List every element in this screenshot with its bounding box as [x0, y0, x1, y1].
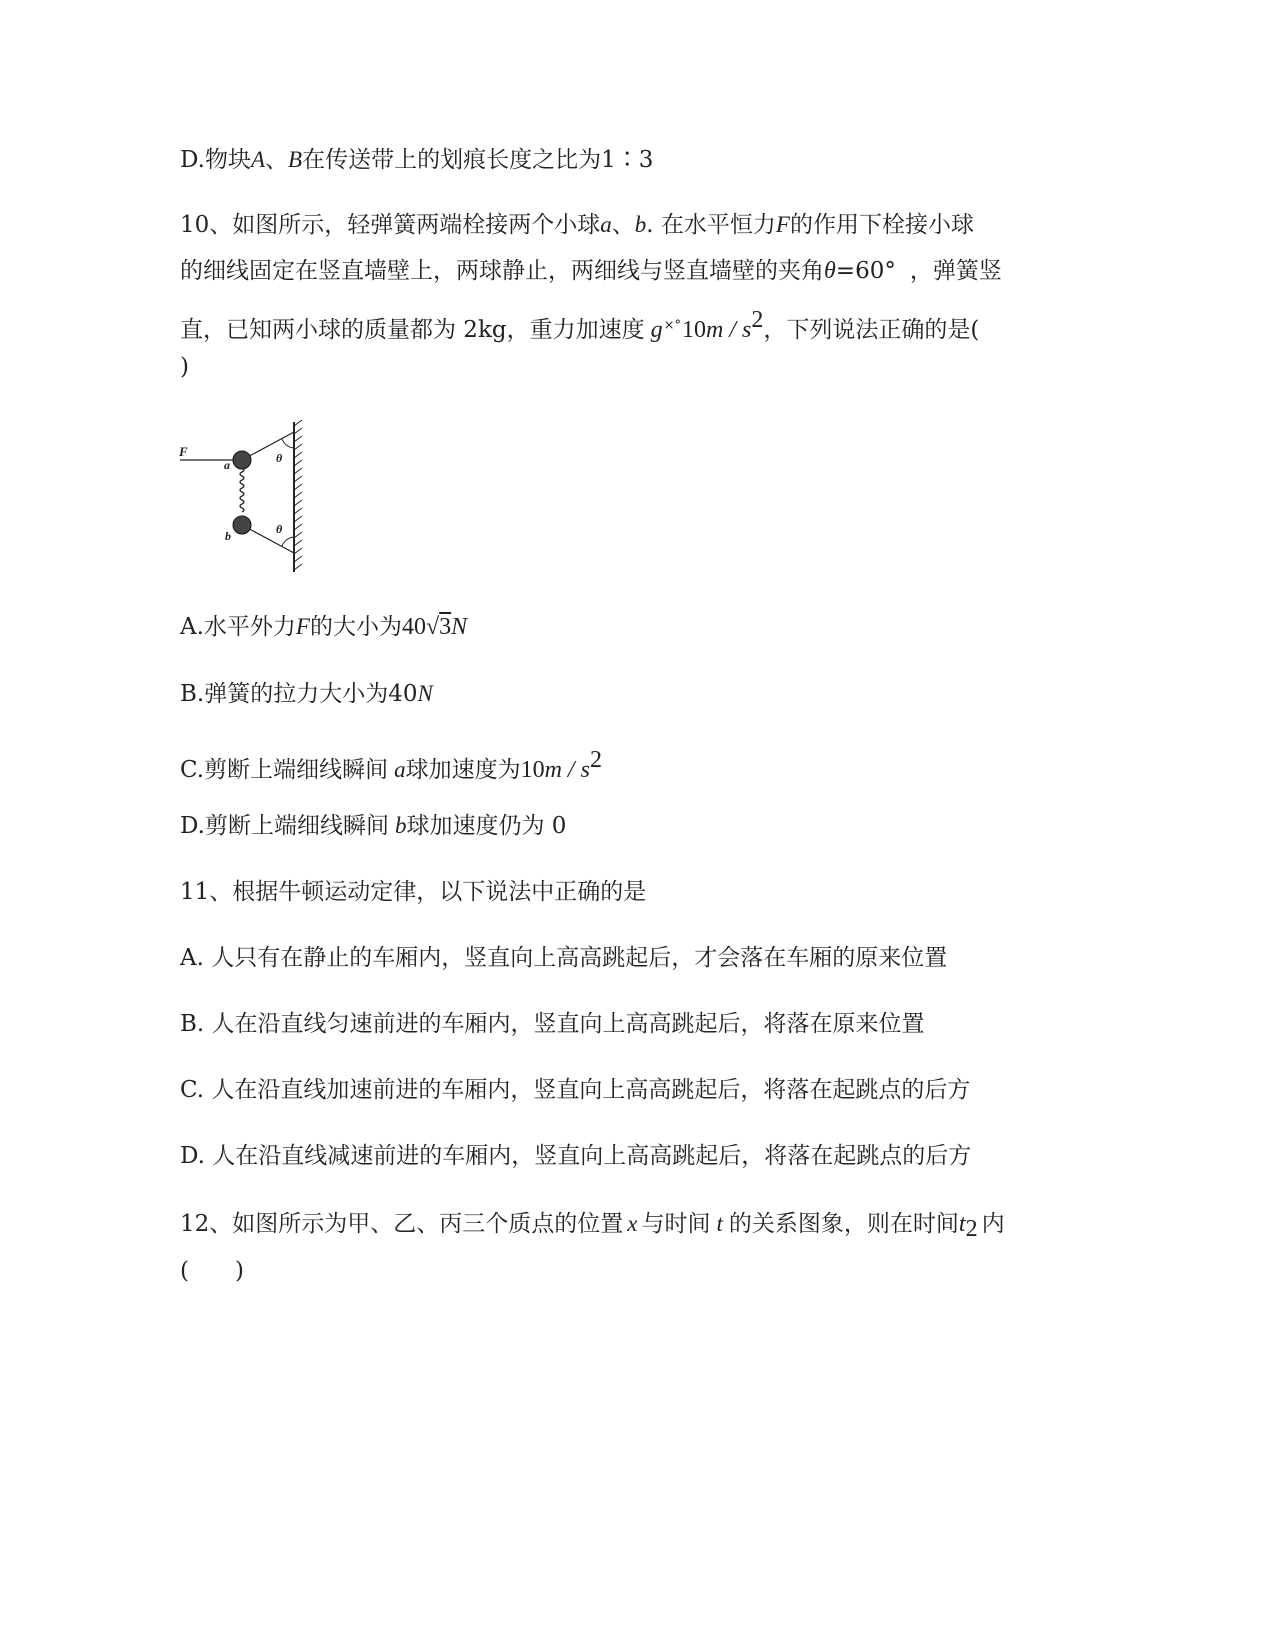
- spring-balls-figure: [176, 418, 311, 578]
- q10-option-d: D.剪断上端细线瞬间 b球加速度仍为 0: [180, 813, 567, 839]
- option-label: D.: [180, 147, 205, 173]
- wall-hatching: [294, 420, 302, 570]
- q10-option-b: B.弹簧的拉力大小为40N: [180, 681, 433, 707]
- ball-a: [233, 451, 251, 469]
- q10-stem-line-3: 直，已知两小球的质量都为 2kg，重力加速度 $g^{\times^\circ}10m / s^2$，下列说法正确的是(: [180, 307, 980, 343]
- q10-stem-line-4: ): [180, 354, 189, 380]
- q12-stem-line-2: ( ): [180, 1258, 244, 1284]
- q12-stem-line-1: 12、如图所示为甲、乙、丙三个质点的位置 x 与时间 t 的关系图象，则在时间$t_2$ 内: [180, 1211, 1005, 1242]
- label-a: a: [224, 458, 230, 472]
- ball-b: [233, 516, 251, 534]
- label-b: b: [225, 529, 231, 543]
- label-theta-lower: θ: [276, 522, 283, 536]
- q11-option-d: D. 人在沿直线减速前进的车厢内，竖直向上高高跳起后，将落在起跳点的后方: [180, 1143, 972, 1169]
- lower-angle-arc: [282, 537, 294, 546]
- q10-stem-line-1: 10、如图所示，轻弹簧两端栓接两个小球a、b. 在水平恒力F的作用下栓接小球: [180, 212, 974, 238]
- q10-stem-line-2: 的细线固定在竖直墙壁上，两球静止，两细线与竖直墙壁的夹角θ=60° ，弹簧竖: [180, 258, 1002, 284]
- label-F: F: [179, 444, 188, 459]
- q10-option-a: A.水平外力F的大小为40√3N: [180, 614, 468, 640]
- label-theta-upper: θ: [276, 451, 283, 465]
- prev-option-d: D.物块A、B在传送带上的划痕长度之比为1∶3: [180, 147, 654, 173]
- upper-angle-arc: [282, 439, 294, 448]
- q11-option-a: A. 人只有在静止的车厢内，竖直向上高高跳起后，才会落在车厢的原来位置: [180, 945, 948, 971]
- q11-option-c: C. 人在沿直线加速前进的车厢内，竖直向上高高跳起后，将落在起跳点的后方: [180, 1077, 971, 1103]
- q10-option-c: C.剪断上端细线瞬间 a球加速度为$10m / s^2$: [180, 747, 602, 783]
- q11-option-b: B. 人在沿直线匀速前进的车厢内，竖直向上高高跳起后，将落在原来位置: [180, 1011, 925, 1037]
- sqrt-sign: √: [425, 614, 440, 640]
- spring: [240, 468, 244, 512]
- q11-stem: 11、根据牛顿运动定律，以下说法中正确的是: [180, 879, 647, 905]
